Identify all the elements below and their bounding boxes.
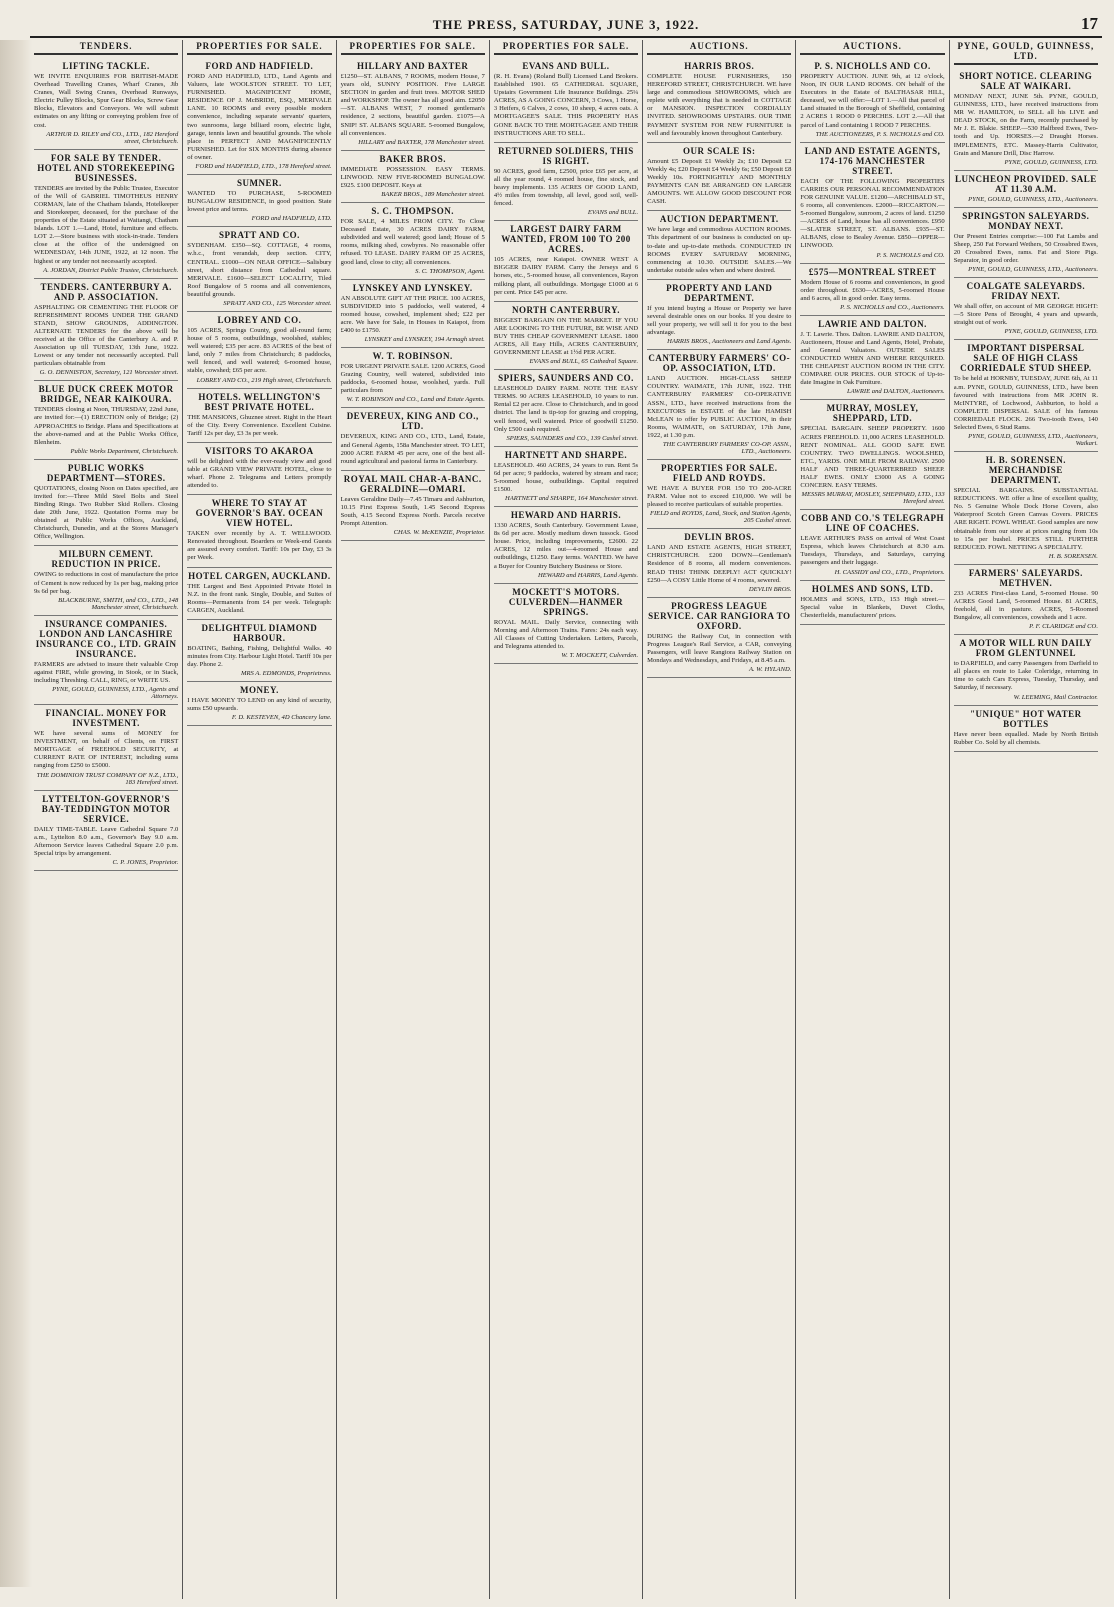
advertisement (34, 546, 178, 615)
advertisement (187, 312, 331, 389)
ad-body: Our Present Entries comprise:—100 Fat Lambs and Sheep, 250 Fat Forward Wethers, 50 Crossbred Ewes, 20 Crossbred Ewes, rams. Fat and Store Pigs. Separator, in good order. (953, 232, 1098, 265)
ad-signature: W. LEEMING, Mail Contractor. (1013, 693, 1098, 701)
ad-body: BOATING, Bathing, Fishing, Delightful Walks. 40 minutes from City. Harbour Light Hotel. Tariff 10s per day. Phone 2. (187, 644, 332, 669)
ad-signature: EVANS and BULL. (587, 209, 639, 217)
ad-body: HOLMES and SONS, LTD., 153 High street.—Special value in Blankets, Duvet Cloths, Chesterfields, manufacturers' prices. (800, 595, 945, 619)
ad-signature: THE AUCTIONEERS, P. S. NICHOLLS and CO. (815, 130, 945, 138)
advertisement (187, 682, 331, 726)
ad-heading: LOBREY AND CO. (217, 314, 302, 325)
ad-heading: MURRAY, MOSLEY, SHEPPARD, LTD. (826, 403, 919, 424)
ad-heading: LYTTELTON-GOVERNOR'S BAY-TEDDINGTON MOTOR SERVICE. (41, 793, 171, 824)
page-worn-edge (0, 40, 32, 1587)
ad-body: If you intend buying a House or Property we have several desirable ones on our books. If you desire to sell your property, we will sell it for you to the best advantage. (647, 304, 792, 337)
ad-heading: FOR SALE BY TENDER. HOTEL AND STOREKEEPING BUSINESSES. (37, 152, 176, 183)
ad-heading: DELIGHTFUL DIAMOND HARBOUR. (201, 622, 318, 643)
ad-signature: F. D. KESTEVEN, 4D Chancery lane. (231, 714, 332, 722)
advertisement (647, 280, 791, 350)
ad-body: LEAVE ARTHUR'S PASS on arrival of West Coast Express, which leaves Christchurch at 8.30 a.m. Tuesdays, Thursdays, and Saturdays, carrying passengers and their luggage. (800, 535, 945, 567)
ad-signature: P. S. NICHOLLS and CO. (876, 251, 945, 259)
ad-body: I HAVE MONEY TO LEND on any kind of security, sums £50 upwards. (187, 697, 332, 713)
ad-body: IMMEDIATE POSSESSION. EASY TERMS. LINWOOD. NEW FIVE-ROOMED BUNGALOW. £925. £100 DEPOSIT. Keys at (340, 165, 485, 189)
ad-heading: PROPERTIES FOR SALE. FIELD AND ROYDS. (661, 463, 778, 483)
advertisement (187, 620, 331, 682)
advertisement (800, 581, 944, 625)
ad-heading: HOLMES AND SONS, LTD. (811, 583, 934, 594)
ad-heading: A MOTOR WILL RUN DAILY FROM GLENTUNNEL (959, 638, 1093, 659)
ad-heading: SUMNER. (237, 178, 282, 189)
masthead-title: THE PRESS, SATURDAY, JUNE 3, 1922. (432, 17, 700, 32)
advertisement (800, 400, 944, 510)
column-7 (949, 40, 1102, 1599)
columns (30, 40, 1102, 1599)
ad-body: LEASEHOLD DAIRY FARM. NOTE THE EASY TERMS. 90 ACRES LEASEHOLD, 10 years to run. Rental £2 per acre. Close to Christchurch, and in good district. The land is tip-top for grazing and cropping, well fenced, well watered. Price of goodwill £1250. Only £500 cash required. (493, 385, 639, 433)
ad-heading: INSURANCE COMPANIES. LONDON AND LANCASHIRE INSURANCE CO., LTD. GRAIN INSURANCE. (35, 618, 177, 659)
ad-signature: SPIERS, SAUNDERS and CO., 139 Cashel street. (506, 434, 639, 442)
ad-signature: FIELD and ROYDS, Land, Stock, and Station Agents, 205 Cashel street. (649, 510, 792, 525)
ad-body: FOR SALE, 4 MILES FROM CITY. To Close Deceased Estate, 30 ACRES DAIRY FARM, subdivided and well watered; good land; House of 5 rooms, milking shed, cowbyres. No reasonable offer refused. TO LEASE. DAIRY FARM OF 25 ACRES, good land, close to city; all conveniences. (340, 218, 485, 266)
ad-signature: HARTNETT and SHARPE, 164 Manchester street. (504, 495, 639, 503)
ad-heading: MONEY. (239, 685, 279, 696)
ad-body: (R. H. Evans) (Roland Bull) Licensed Land Brokers. Established 1901. 65 CATHEDRAL SQUARE, Upstairs Government Life Insurance Buildings. 25¼ ACRES, AS A GOING CONCERN, 3 Cows, 1 Horse, 3 Heifers, 6 Calves, 2 cows, 10 sheep, 4 acres oats. A MORTGAGEE'S SALE. THIS PROPERTY HAS GONE BACK TO THE MORTGAGEE AND THEIR INSTRUCTIONS ARE TO SELL. (493, 73, 639, 137)
advertisement (34, 460, 178, 547)
ad-body: 233 ACRES First-class Land, 5-roomed House. 90 ACRES Good Land, 5-roomed House. 81 ACRES, freehold, all in pasture. ACRES, 5-Roomed Bungalow, all conveniences, cowsheds and 1 acre. (953, 589, 1098, 622)
ad-heading: HILLARY AND BAXTER (357, 61, 469, 71)
ad-heading: HOTELS. WELLINGTON'S BEST PRIVATE HOTEL. (198, 391, 321, 412)
ad-signature: BLACKBURNE, SMITH, and CO., LTD., 148 Manchester street, Christchurch. (58, 596, 179, 611)
advertisement (34, 150, 178, 279)
ad-heading: BLUE DUCK CREEK MOTOR BRIDGE, NEAR KAIKOURA. (38, 384, 174, 405)
column-5 (642, 40, 795, 1599)
ad-signature: MESSRS MURRAY, MOSLEY, SHEPPARD, LTD., 133 Hereford street. (801, 491, 945, 506)
ad-body: BIGGEST BARGAIN ON THE MARKET. IF YOU ARE LOOKING TO THE FUTURE, BE WISE AND BUY THIS CHEAP GOVERNMENT LEASE. 1800 ACRES, All Easy Hills, ACRES CANTERBURY, GOVERNMENT LEASE at 1½d PER ACRE. (493, 316, 639, 357)
ad-heading: NORTH CANTERBURY. (511, 304, 621, 315)
advertisement (954, 635, 1098, 705)
ad-heading: W. T. ROBINSON. (372, 351, 453, 362)
advertisement (647, 529, 791, 597)
advertisement (954, 706, 1098, 752)
ad-heading: PUBLIC WORKS DEPARTMENT—STORES. (46, 462, 166, 483)
ad-heading: LIFTING TACKLE. (62, 61, 150, 71)
advertisement (494, 507, 638, 584)
advertisement (647, 350, 791, 460)
ad-signature: PYNE, GOULD, GUINNESS, LTD., Agents and Attorneys. (52, 686, 179, 701)
ad-body: LAND AUCTION. HIGH-CLASS SHEEP COUNTRY. WAIMATE, 17th JUNE, 1922. THE CANTERBURY FARMERS' CO-OPERATIVE ASSN., LTD., have received instructions from the EXECUTORS in ESTATE of the late HAMISH McLEAN to offer by PUBLIC AUCTION, in their Rooms, WAIMATE, on SATURDAY, 17th June, 1922, at 1.30 p.m. (647, 375, 792, 439)
ad-body: FORD AND HADFIELD, LTD., Land Agents and Valuers, late WOOLSTON STREET. TO LET, FURNISHED. MAGNIFICENT HOME, RESIDENCE OF J. McBRIDE, ESQ., MERIVALE LANE. 10 ROOMS and every possible modern convenience, including separate servants' quarters, two sunrooms, large billiard room, electric light, garage, tennis lawn and beautiful grounds. The whole place in PERFECT AND MAGNIFICENTLY FURNISHED. Let for SIX MONTHS during absence of owner. (187, 73, 332, 161)
ad-body: to DARFIELD, and carry Passengers from Darfield to all places en route to Lake Coleridge, returning in time to catch Cars Express, Tuesday, Thursday, and Saturday, if necessary. (953, 660, 1098, 692)
ad-signature: EVANS and BULL, 65 Cathedral Square. (529, 358, 639, 366)
ad-heading: BAKER BROS. (379, 153, 446, 164)
column-header: AUCTIONS. (800, 40, 944, 55)
ad-heading: ROYAL MAIL CHAR-A-BANC. GERALDINE—OMARI. (343, 473, 482, 494)
column-header: AUCTIONS. (647, 40, 791, 55)
ad-signature: P. F. CLARIDGE and CO. (1029, 623, 1098, 631)
ad-body: DURING the Railway Cut, in connection with Progress League's Rail Service, a CAR, conveying Passengers, will leave Rangiora Railway Station on Mondays and Wednesdays, and Fridays, at 8.45 a.m. (647, 632, 792, 665)
ad-body: Amount £5 Deposit £1 Weekly 2s; £10 Deposit £2 Weekly 4s; £20 Deposit £4 Weekly 6s; £50 Deposit £8 Weekly 10s. FORTNIGHTLY AND MONTHLY PAYMENTS CAN BE ARRANGED ON LARGER AMOUNTS. WE ALLOW GOOD DISCOUNT FOR CASH. (647, 157, 792, 206)
advertisement (800, 316, 944, 401)
advertisement (647, 143, 791, 212)
ad-heading: PROPERTY AND LAND DEPARTMENT. (666, 282, 773, 303)
advertisement (494, 584, 638, 664)
ad-signature: ARTHUR D. RILEY and CO., LTD., 182 Hereford street, Christchurch. (46, 130, 179, 145)
ad-heading: COALGATE SALEYARDS. FRIDAY NEXT. (966, 281, 1086, 302)
ad-body: Have never been equalled. Made by North British Rubber Co. Sold by all chemists. (953, 730, 1098, 746)
masthead (30, 14, 1102, 38)
ad-signature: W. T. ROBINSON and CO., Land and Estate Agents. (346, 396, 485, 404)
ad-heading: RETURNED SOLDIERS, THIS IS RIGHT. (498, 145, 634, 166)
ad-heading: DEVLIN BROS. (684, 532, 755, 543)
ad-body: Modern House of 6 rooms and conveniences, in good order throughout. £630—ACRES, 5-roomed House and 6 acres, all in good order. Easy terms. (800, 278, 945, 302)
ad-body: FOR URGENT PRIVATE SALE. 1200 ACRES, Good Grazing Country, well watered, subdivided into paddocks, 6-roomed house, woolshed, yards. Full particulars from (340, 363, 485, 395)
ad-heading: £575—MONTREAL STREET (808, 266, 937, 277)
ad-signature: MRS A. EDMONDS, Proprietress. (240, 670, 332, 678)
ad-body: MONDAY NEXT, JUNE 5th. PYNE, GOULD, GUINNESS, LTD., have received instructions from MR W. HAMILTON, to SELL all his LIVE and DEAD STOCK, on the Farm, recently purchased by Mr J. E. Blakie. SHEEP.—530 Halfbred Ewes, Two-tooth and Up. HORSES.—2 Draught Horses. IMPLEMENTS, ETC. Massey-Harris Cultivator, Grain and Manure Drill, Disc Harrow. (953, 93, 1098, 157)
advertisement (647, 598, 791, 678)
ad-body: WE HAVE A BUYER FOR 150 TO 200-ACRE FARM. Value not to exceed £10,000. We will be pleased to receive particulars of suitable properties. (647, 485, 792, 509)
advertisement (34, 705, 178, 790)
ad-heading: SPRINGSTON SALEYARDS. MONDAY NEXT. (962, 210, 1090, 231)
advertisement (34, 616, 178, 705)
advertisement (341, 408, 485, 470)
ad-signature: LOBREY AND CO., 219 High street, Christchurch. (196, 376, 332, 384)
page-number: 17 (1081, 14, 1098, 33)
advertisement (187, 175, 331, 227)
ad-body: SYDENHAM. £350—SQ. COTTAGE, 4 rooms, w.h.c., front verandah, deep section. CITY, CENTRAL. £1000—ON NEAR OFFICE—Salisbury street, short distance from Cathedral square. MERIVALE. £1600—SELECT LOCALITY, Tiled Roof Bungalow of 5 rooms and all conveniences, beautiful grounds. (187, 242, 332, 298)
ad-heading: LAWRIE AND DALTON. (818, 318, 927, 329)
advertisement (954, 340, 1098, 452)
advertisement (341, 471, 485, 541)
ad-heading: COBB AND CO.'S TELEGRAPH LINE OF COACHES. (801, 513, 944, 534)
ad-heading: HARRIS BROS. (684, 61, 755, 71)
ad-heading: FARMERS' SALEYARDS. METHVEN. (968, 567, 1083, 588)
advertisement (494, 447, 638, 507)
ad-body: WE have several sums of MONEY for INVESTMENT, on behalf of Clients, on FIRST MORTGAGE of FREEHOLD SECURITY, at CURRENT RATE OF INTEREST, including sums ranging from £250 to £5000. (34, 730, 179, 770)
ad-signature: LAWRIE and DALTON, Auctioneers. (846, 388, 945, 396)
ad-signature: FORD and HADFIELD, LTD. (251, 215, 332, 223)
ad-body: will be delighted with the ever-ready view and good table at GRAND VIEW PRIVATE HOTEL, close to wharf. Phone 2. Telegrams and Letters promptly attended to. (187, 457, 332, 490)
advertisement (954, 68, 1098, 171)
ad-body: Leaves Geraldine Daily—7.45 Timaru and Ashburton, 10.15 First Express South, 1.45 Second Express South, 4.15 Second Express North. Parcels receive Prompt Attention. (340, 495, 485, 528)
advertisement (800, 264, 944, 316)
ad-heading: HARTNETT AND SHARPE. (504, 449, 628, 460)
ad-heading: EVANS AND BULL. (522, 61, 610, 71)
ad-heading: MOCKETT'S MOTORS. CULVERDEN—HANMER SPRINGS. (508, 586, 624, 617)
column-3 (336, 40, 489, 1599)
ad-body: EACH OF THE FOLLOWING PROPERTIES CARRIES OUR PERSONAL RECOMMENDATION FOR GENUINE VALUE. £1200—ARCHIBALD ST., 6 rooms, all conveniences. £2000—RICCARTON.—5-roomed Bungalow, sunroom, 2 acres of land. £1250—ACRES of Land, house has all conveniences. £950—SLATER STREET, ST. ALBANS. £935—ST. ALBANS, close to Bealey Avenue. £850—OPPER—LINWOOD. (800, 177, 945, 250)
ad-heading: DEVEREUX, KING AND CO., LTD. (346, 411, 479, 432)
ad-body: SPECIAL BARGAINS. SUBSTANTIAL REDUCTIONS. WE offer a line of excellent quality, No. 5 Genuine Whole Dock Horse Covers, also Waterproof Scotch Green Canvas Covers. PRICES ARE RIGHT. FOWL WHEAT. Good samples are now obtainable from our store at prices ranging from 10s to 15s per bushel. PRICES STILL FURTHER REDUCED. FOWL NETTING A SPECIALITY. (953, 487, 1098, 551)
ad-body: LAND AND ESTATE AGENTS, HIGH STREET, CHRISTCHURCH. £200 DOWN—Gentleman's Residence of 8 rooms, all modern conveniences. READ THIS! THINK DEEPLY! ACT QUICKLY! £250—A COSY Little Home of 4 rooms, sewered. (647, 544, 792, 584)
ad-heading: OUR SCALE IS: (683, 145, 756, 156)
advertisement (954, 565, 1098, 635)
ad-signature: P. S. NICHOLLS and CO., Auctioneers. (840, 303, 945, 311)
advertisement (954, 452, 1098, 565)
advertisement (187, 443, 331, 495)
column-4 (489, 40, 642, 1599)
advertisement (800, 510, 944, 580)
advertisement (34, 279, 178, 382)
ad-heading: CANTERBURY FARMERS' CO-OP. ASSOCIATION, LTD. (648, 353, 791, 374)
advertisement (954, 208, 1098, 278)
ad-signature: PYNE, GOULD, GUINNESS, LTD., Auctioneers, Waikari. (968, 433, 1098, 448)
advertisement (34, 791, 178, 871)
advertisement (341, 203, 485, 280)
ad-signature: SPRATT AND CO., 125 Worcester street. (223, 299, 332, 307)
column-header: PYNE, GOULD, GUINNESS, LTD. (954, 40, 1098, 65)
advertisement (341, 58, 485, 151)
ad-body: COMPLETE HOUSE FURNISHERS, 150 HEREFORD STREET, CHRISTCHURCH. WE have large and commodious SHOWROOMS, which are replete with everything that is needed in COTTAGE or MANSION. INSPECTION CORDIALLY INVITED. SHOWROOMS UPSTAIRS. OUR TIME PAYMENT SYSTEM FOR NEW FURNITURE is well and favourably known throughout Canterbury. (647, 73, 792, 137)
advertisement (494, 58, 638, 143)
ad-heading: TENDERS. CANTERBURY A. AND P. ASSOCIATION. (40, 281, 172, 302)
advertisement (494, 143, 638, 221)
advertisement (187, 227, 331, 312)
ad-signature: DEVLIN BROS. (748, 585, 792, 593)
ad-heading: HEWARD AND HARRIS. (510, 510, 622, 521)
ad-signature: HILLARY and BAXTER, 178 Manchester street. (358, 138, 485, 146)
ad-signature: A. W. HYLAND. (748, 666, 792, 674)
ad-signature: H. B. SORENSEN. (1048, 552, 1098, 560)
ad-heading: FORD AND HADFIELD. (205, 61, 314, 71)
ad-body: WANTED TO PURCHASE, 5-ROOMED BUNGALOW RESIDENCE, in good position. State lowest price and terms. (187, 190, 332, 214)
ad-signature: G. O. DENNISTON, Secretary, 121 Worcester street. (39, 369, 179, 377)
ad-heading: LAND AND ESTATE AGENTS, 174-176 MANCHESTER STREET. (804, 145, 941, 176)
ad-signature: FORD and HADFIELD, LTD., 178 Hereford street. (195, 163, 332, 171)
ad-signature: Public Works Department, Christchurch. (70, 447, 179, 455)
column-header: PROPERTIES FOR SALE. (494, 40, 638, 55)
ad-signature: HARRIS BROS., Auctioneers and Land Agents. (667, 338, 792, 346)
ad-body: To be held at HORNBY, TUESDAY, JUNE 6th, At 11 a.m. PYNE, GOULD, GUINNESS, LTD., have been favoured with instructions from MR JOHN R. McINTYRE, of Lochwood, Ashburton, to hold a COMPLETE DISPERSAL SALE of his famous CORRIEDALE FLOCK. 266 Two-tooth Ewes, 140 Selected Ewes, 6 Stud Rams. (953, 375, 1098, 431)
ad-heading: S. C. THOMPSON. (371, 206, 454, 217)
ad-body: DAILY TIME-TABLE. Leave Cathedral Square 7.0 a.m., Lyttelton 8.0 a.m., Governor's Bay 9.0 a.m. Afternoon Service leaves Cathedral Square 2.0 p.m. Special trips by arrangement. (34, 825, 179, 857)
ad-heading: HOTEL CARGEN, AUCKLAND. (188, 570, 331, 581)
ad-body: OWING to reductions in cost of manufacture the price of Cement is now reduced by 1s per bag, making price 9s 6d per bag. (34, 571, 179, 595)
ad-body: LEASEHOLD. 460 ACRES, 24 years to run. Rent 5s 6d per acre; 9 paddocks, watered by stream and race; 5-roomed house, outbuildings. Capital required £1500. (493, 461, 639, 493)
column-6 (795, 40, 948, 1599)
advertisement (954, 171, 1098, 208)
ad-signature: PYNE, GOULD, GUINNESS, LTD., Auctioneers. (968, 266, 1098, 274)
ad-body: DEVEREUX, KING AND CO., LTD., Land, Estate, and General Agents, 158a Manchester street. TO LET, 2000 ACRE FARM 45 per acre, one of the best all-round agricultural and pastoral farms in Canterbury. (340, 433, 485, 465)
ad-body: 90 ACRES, good farm, £2500, price £65 per acre, at all the year round, 4 roomed house, fine stock, and heavy implements. 135 ACRES OF GOOD LAND, 4½ miles from township, all level, good soil, well-fenced. (493, 167, 639, 208)
advertisement (34, 381, 178, 459)
advertisement (341, 280, 485, 348)
column-header: PROPERTIES FOR SALE. (187, 40, 331, 55)
ad-body: QUOTATIONS, closing Noon on Dates specified, are invited for:—Three Mild Steel Bolts and Steel Binding Rings. Two Rubber Skid Rollers. Closing date 20th June, 1922. Quotation Forms may be obtained at Public Works Offices, Auckland, Christchurch, Dunedin, and at the Stores Manager's Office, Wellington. (34, 484, 179, 541)
ad-heading: SHORT NOTICE. CLEARING SALE AT WAIKARI. (959, 71, 1093, 91)
advertisement (494, 221, 638, 301)
ad-heading: VISITORS TO AKAROA (205, 445, 314, 456)
advertisement (187, 568, 331, 620)
advertisement (341, 348, 485, 408)
ad-signature: CHAS. W. McKENZIE, Proprietor. (393, 529, 485, 537)
ad-body: THE MANSIONS, Ghuznee street. Right in the Heart of the City. Every Convenience. Excellent Cuisine. Tariff 12s per day, £3 3s per week. (187, 413, 332, 437)
ad-body: SPECIAL BARGAIN. SHEEP PROPERTY. 1600 ACRES FREEHOLD. 11,000 ACRES LEASEHOLD. RENT NOMINAL. ALL GOOD SAFE EWE COUNTRY. TWO DWELLINGS. WOOLSHED, ETC., YARDS. ONE MILE FROM RAILWAY. 2500 HALF AND THREE-QUARTERBRED SHEEP. HALF EWES. ONLY £3000 AS A GOING CONCERN. EASY TERMS. (800, 425, 945, 490)
ad-body: 105 ACRES, Springs County, good all-round farm; house of 5 rooms, outbuildings, woolshed, stables; well watered; £35 per acre. 83 ACRES of the best of land, only 7 miles from Christchurch; 8 paddocks, well fenced, and well watered; 6-roomed house, stable, cowshed; £65 per acre. (187, 326, 332, 375)
ad-body: PROPERTY AUCTION. JUNE 9th, at 12 o'clock, Noon, IN OUR LAND ROOMS. ON behalf of the Executors in the Estate of BALTHASAR HILL, deceased, we will offer:—LOT 1.—All that parcel of Land situated in the Borough of Sheffield, containing 2 ACRES 1 ROOD 0 PERCHES. LOT 2.—All that parcel of Land containing 1 ROOD 7 PERCHES. (800, 73, 945, 129)
ad-signature: H. CASSIDY and CO., LTD., Proprietors. (834, 568, 945, 576)
ad-heading: LYNSKEY AND LYNSKEY. (352, 282, 473, 293)
ad-body: 105 ACRES, near Kaiapoi. OWNER WEST A BIGGER DAIRY FARM. Carry the Jerseys and 6 horses, etc., 5-roomed house, all conveniences, Rayon milking plant, all outbuildings. Mortgage £1000 at 6 per cent. Price £45 per acre. (493, 256, 639, 296)
ad-body: ASPHALTING OR CEMENTING THE FLOOR OF REFRESHMENT ROOMS UNDER THE GRAND STAND, SHOW GROUNDS, ADDINGTON. ALTERNATE TENDERS for the above will be received at the Office of the Canterbury A. and P. Association up till TUESDAY, 13th June, 1922. Lowest or any tender not necessarily accepted. Full particulars obtainable from (34, 303, 179, 368)
advertisement (800, 58, 944, 143)
ad-signature: PYNE, GOULD, GUINNESS, LTD., Auctioneers. (968, 195, 1098, 203)
ad-heading: LUNCHEON PROVIDED. SALE AT 11.30 A.M. (954, 173, 1097, 194)
advertisement (647, 460, 791, 529)
ad-heading: PROGRESS LEAGUE SERVICE. CAR RANGIORA TO OXFORD. (648, 600, 791, 631)
ad-body: TAKEN over recently by A. T. WELLWOOD. Renovated throughout. Boarders or Week-end Guests are assured every comfort. Tariff: 10s per Day, £3 3s per Week. (187, 530, 332, 562)
ad-heading: AUCTION DEPARTMENT. (659, 214, 779, 225)
column-1 (30, 40, 182, 1599)
advertisement (647, 211, 791, 280)
column-header: TENDERS. (34, 40, 178, 55)
column-header: PROPERTIES FOR SALE. (341, 40, 485, 55)
ad-signature: C. P. JONES, Proprietor. (112, 858, 179, 866)
ad-signature: THE DOMINION TRUST COMPANY OF N.Z., LTD., 183 Hereford street. (36, 771, 179, 786)
ad-signature: W. T. MOCKETT, Culverden. (561, 652, 639, 660)
advertisement (494, 370, 638, 447)
ad-body: J. T. Lawrie. Thos. Dalton. LAWRIE AND DALTON, Auctioneers, House and Land Agents, Hotel, Probate, and General Valuators. OUTSIDE SALES CONDUCTED WHEN AND WHERE REQUIRED. THE CHEAPEST AUCTION ROOM IN THE CITY. COMPARE OUR PRICES. OUR STOCK of Up-to-date Imagine in Oak Furniture. (800, 330, 945, 387)
ad-body: We shall offer, on account of MR GEORGE HIGHT:—5 Store Pens of Brought, 4 years and upwards, straight out of work. (953, 303, 1098, 327)
ad-heading: WHERE TO STAY AT GOVERNOR'S BAY. OCEAN VIEW HOTEL. (195, 498, 324, 529)
ad-heading: SPIERS, SAUNDERS AND CO. (498, 373, 634, 384)
advertisement (341, 151, 485, 203)
ad-body: We have large and commodious AUCTION ROOMS. This department of our business is conducted on up-to-date and up-to-date methods. CONDUCTED IN ROOMS EVERY SATURDAY MORNING, commencing at 10.30. OUTSIDE SALES.—We undertake outside sales when and where desired. (647, 226, 792, 274)
ad-heading: LARGEST DAIRY FARM WANTED, FROM 100 TO 200 ACRES. (501, 224, 631, 255)
ad-heading: H. B. SORENSEN. MERCHANDISE DEPARTMENT. (985, 455, 1066, 486)
ad-heading: MILBURN CEMENT. REDUCTION IN PRICE. (51, 549, 161, 570)
advertisement (954, 278, 1098, 340)
ad-signature: BAKER BROS., 189 Manchester street. (381, 191, 485, 199)
ad-body: TENDERS closing at Noon, THURSDAY, 22nd June, are invited for:—(1) ERECTION only of Bridge; (2) APPROACHES to Bridge. Plans and Specifications at the above-named and at the Public Works Office, Blenheim. (34, 406, 179, 446)
ad-signature: S. C. THOMPSON, Agent. (415, 267, 485, 275)
ad-heading: SPRATT AND CO. (218, 230, 300, 241)
advertisement (800, 143, 944, 264)
ad-signature: HEWARD and HARRIS, Land Agents. (537, 571, 639, 579)
ad-heading: FINANCIAL. MONEY FOR INVESTMENT. (45, 708, 167, 729)
ad-body: ROYAL MAIL. Daily Service, connecting with Morning and Afternoon Trains. Fares: 24s each way. All Classes of Cutting Undertaken. Letters, Parcels, and Telegrams attended to. (493, 618, 639, 650)
advertisement (494, 302, 638, 370)
ad-heading: IMPORTANT DISPERSAL SALE OF HIGH CLASS CORRIEDALE STUD SHEEP. (960, 343, 1092, 374)
column-2 (182, 40, 335, 1599)
ad-body: AN ABSOLUTE GIFT AT THE PRICE. 100 ACRES, SUBDIVIDED into 5 paddocks, well watered, 4 roomed house, cowshed, implement shed; £22 per acre. We have for Sale, in Houses in Kaiapoi, from £400 to £1750. (340, 294, 485, 334)
ad-signature: LYNSKEY and LYNSKEY, 194 Armagh street. (364, 336, 485, 344)
ad-body: TENDERS are invited by the Public Trustee, Executor of the Will of GABRIEL TIMOTHEUS HENRY CORMAN, late of the Chatham Islands, Hotelkeeper and Storekeeper, deceased, for the purchase of the properties of the Estate situated at Waitangi, Chatham Islands. LOT 1.—Land, Hotel, furniture and effects. LOT 2.—Store business with stock-in-trade. Tenders close at the office of the undersigned on WEDNESDAY, 14th JUNE, 1922, at 12 noon. The highest or any tender not necessarily accepted. (34, 184, 179, 265)
advertisement (187, 495, 331, 567)
ad-heading: "UNIQUE" HOT WATER BOTTLES (970, 708, 1082, 729)
advertisement (647, 58, 791, 143)
ad-signature: PYNE, GOULD, GUINNESS, LTD. (1004, 328, 1098, 336)
advertisement (187, 58, 331, 175)
ad-signature: PYNE, GOULD, GUINNESS, LTD. (1004, 158, 1098, 166)
ad-body: THE Largest and Best Appointed Private Hotel in N.Z. in the front rank. Single, Double, and Suites of Rooms—Permanents from £4 per week. Telegraph: CARGEN, Auckland. (187, 582, 332, 614)
ad-signature: A. JORDAN, District Public Trustee, Christchurch. (43, 266, 179, 274)
ad-signature: THE CANTERBURY FARMERS' CO-OP. ASSN., LTD., Auctioneers. (662, 441, 792, 455)
ad-heading: P. S. NICHOLLS AND CO. (814, 61, 931, 71)
ad-body: FARMERS are advised to insure their valuable Crop against FIRE, while growing, in Stook, or in Stack, including Threshing. CALL, RING, or WRITE US. (34, 660, 179, 684)
advertisement (187, 389, 331, 443)
advertisement (34, 58, 178, 150)
ad-body: 1330 ACRES, South Canterbury. Government Lease, 8s 6d per acre. Mostly medium down tussock. Good house. Price, including improvements, £2600. 22 ACRES, 12 miles out—4-roomed House and outbuildings, £1250. Easy terms. WANTED. We have a Buyer for Country Butchery Business or Store. (493, 522, 639, 570)
ad-body: WE INVITE ENQUIRIES FOR BRITISH-MADE Overhead Travelling Cranes, Wharf Cranes, Jib Cranes, Wall Swing Cranes, Overhead Runways, Electric Pulley Blocks, Spur Gear Blocks, Screw Gear Blocks, Elevators and Conveyors. We will submit estimates on any lifting or conveying problem free of cost. (34, 73, 179, 129)
ad-body: £1250—ST. ALBANS, 7 ROOMS, modern House, 7 years old, SUNNY POSITION. Five LARGE SECTION in garden and fruit trees. MOTOR SHED and WORKSHOP. The owner has all good aim. £2050—ST. ALBANS WEST, 7 roomed gentleman's residence, 2 sections, beautiful garden. £1075—A SNIP! ST. ALBANS SQUARE. 5-roomed Bungalow, all conveniences. (340, 73, 485, 137)
